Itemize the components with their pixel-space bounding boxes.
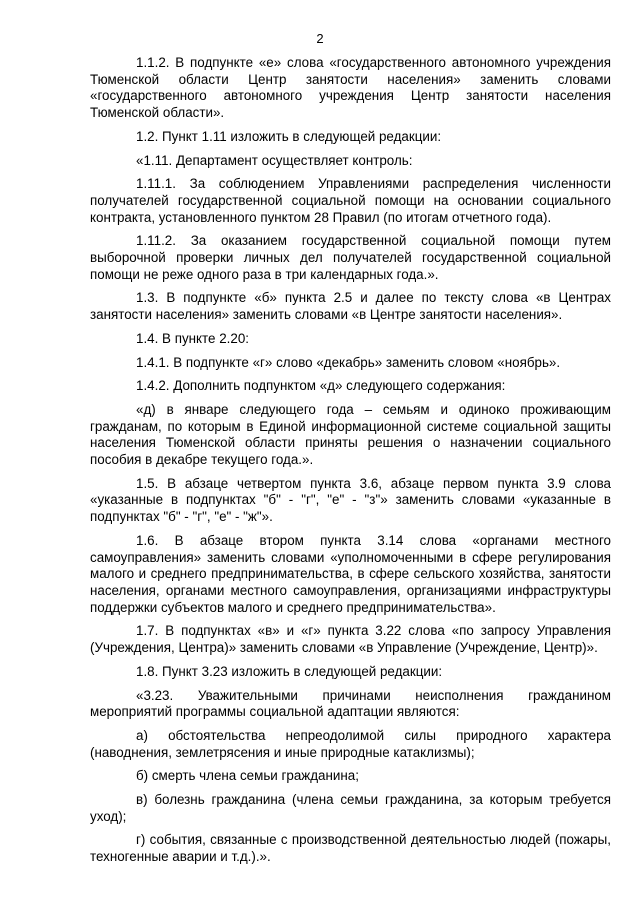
paragraph-1-7: 1.7. В подпунктах «в» и «г» пункта 3.22 слова «по запросу Управления (Учреждения, Центра)» заменить словами «в Управление (Учреждение, Центр)».: [90, 623, 611, 656]
paragraph-1-11: «1.11. Департамент осуществляет контроль:: [136, 152, 413, 168]
paragraph-3-23: «3.23. Уважительными причинами неисполнения гражданином мероприятий программы социальной адаптации являются:: [90, 687, 611, 720]
paragraph-b: б) смерть члена семьи гражданина;: [136, 768, 359, 784]
paragraph-1-6: 1.6. В абзаце втором пункта 3.14 слова «органами местного самоуправления» заменить словами «уполномоченными в сфере регулирования малого и среднего предпринимательства, в сфере сельского хозяйства, занятости населения, органами местного самоуправления, организациями инфраструктуры поддержки субъектов малого и среднего предпринимательства».: [90, 532, 611, 615]
paragraph-d: «д) в январе следующего года – семьям и одиноко проживающим гражданам, по которым в Единой информационной системе социальной защиты населения Тюменской области приняты решения о назначении социального пособия в декабре текущего года.».: [90, 401, 611, 468]
paragraph-1-11-2: 1.11.2. За оказанием государственной социальной помощи путем выборочной проверки личных дел получателей государственной социальной помощи не реже одного раза в три календарных года.».: [90, 233, 611, 282]
paragraph-1-4-1: 1.4.1. В подпункте «г» слово «декабрь» заменить словом «ноябрь».: [136, 354, 561, 370]
page-number: 2: [316, 31, 324, 46]
paragraph-1-11-1: 1.11.1. За соблюдением Управлениями распределения численности получателей государственной социальной помощи на основании социального контракта, установленного пунктом 28 Правил (по итогам отчетного года).: [90, 176, 611, 225]
paragraph-1-1-2: 1.1.2. В подпункте «е» слова «государственного автономного учреждения Тюменской области Центр занятости населения» заменить словами «государственного автономного учреждения Центр занятости населения Тюменской области».: [90, 55, 611, 121]
paragraph-1-2: 1.2. Пункт 1.11 изложить в следующей редакции:: [136, 128, 442, 144]
paragraph-g: г) события, связанные с производственной деятельностью людей (пожары, техногенные аварии и т.д.).».: [90, 832, 611, 865]
document-body: [90, 55, 611, 873]
paragraph-v: в) болезнь гражданина (члена семьи гражданина, за которым требуется уход);: [90, 792, 611, 824]
paragraph-1-5: 1.5. В абзаце четвертом пункта 3.6, абзаце первом пункта 3.9 слова «указанные в подпунктах "б" - "г", "е" - "з"» заменить словами «указанные в подпунктах "б" - "г", "е" - "ж"».: [90, 475, 611, 525]
paragraph-1-3: 1.3. В подпункте «б» пункта 2.5 и далее по тексту слова «в Центрах занятости населения» заменить словами «в Центре занятости населения».: [90, 290, 611, 323]
paragraph-a: а) обстоятельства непреодолимой силы природного характера (наводнения, землетрясения и иные природные катаклизмы);: [90, 727, 611, 760]
paragraph-1-8: 1.8. Пункт 3.23 изложить в следующей редакции:: [136, 663, 443, 679]
paragraph-1-4: 1.4. В пункте 2.20:: [136, 330, 249, 346]
paragraph-1-4-2: 1.4.2. Дополнить подпунктом «д» следующего содержания:: [136, 378, 506, 394]
